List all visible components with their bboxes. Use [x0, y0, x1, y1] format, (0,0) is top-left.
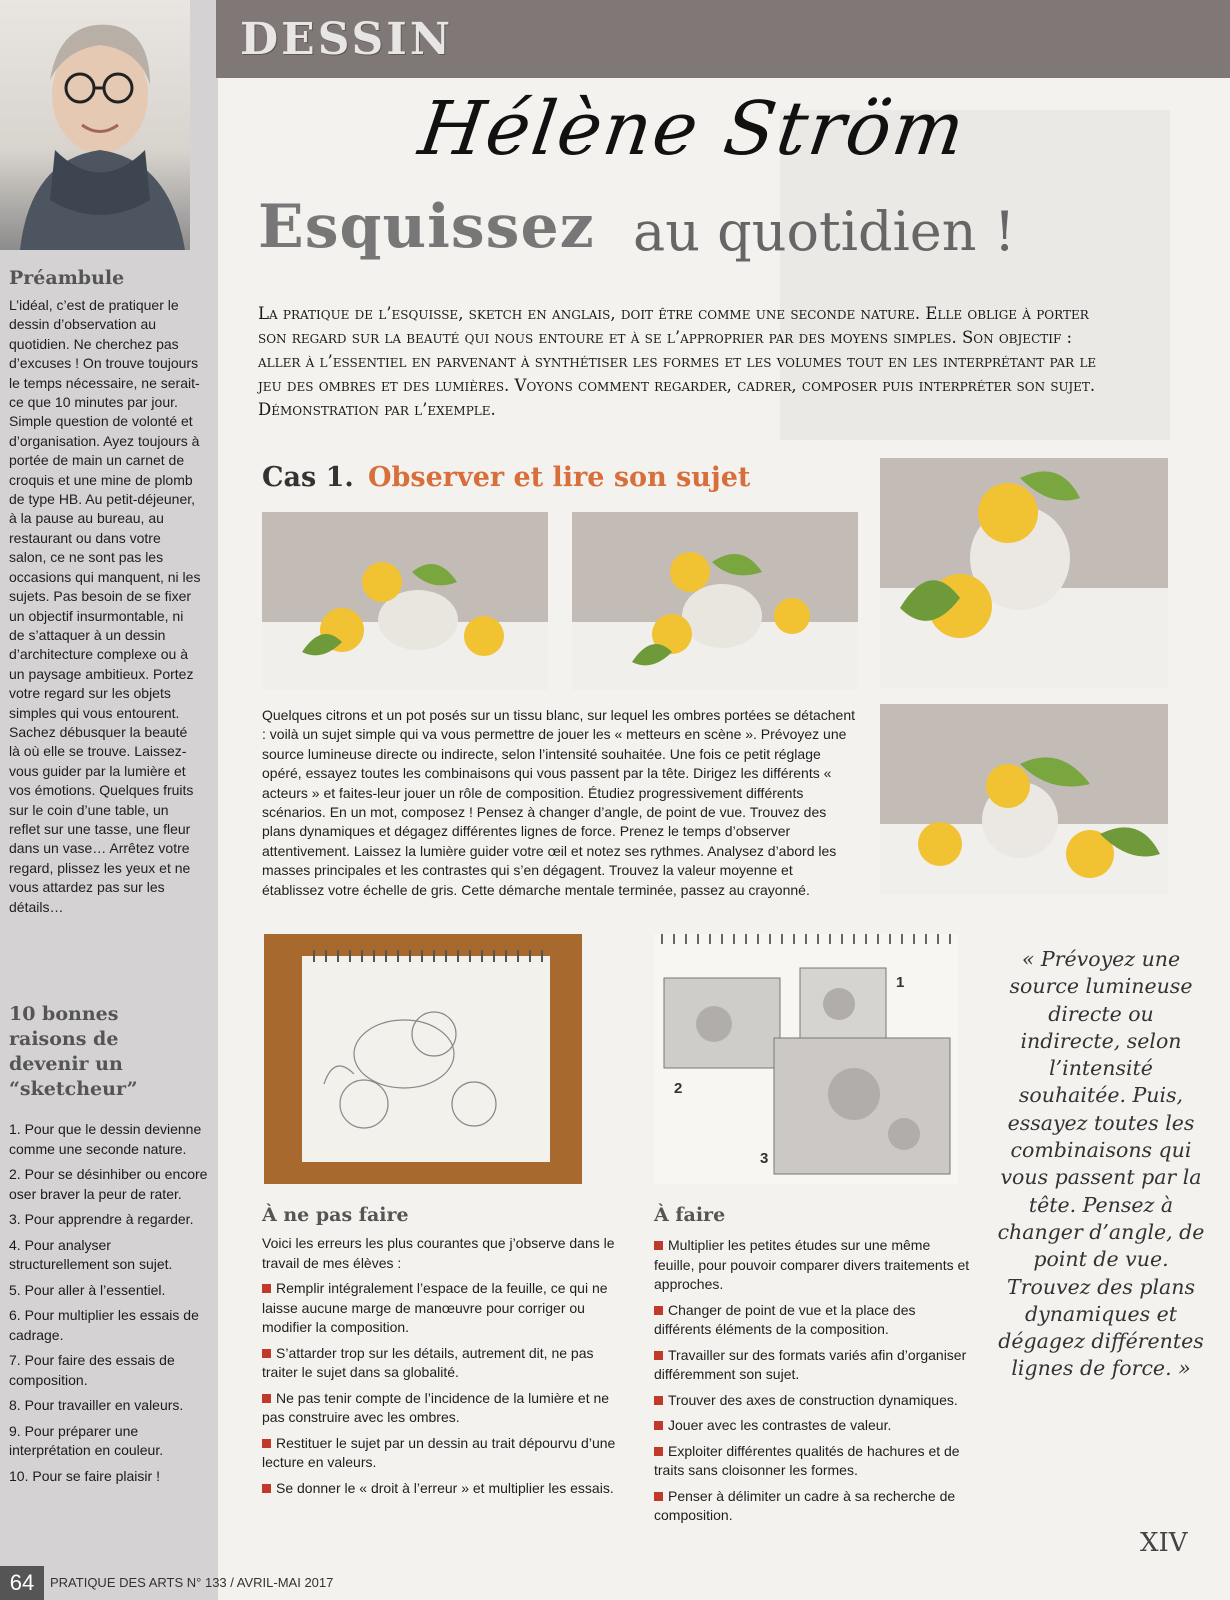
reasons-title: 10 bonnes raisons de devenir un “sketcheur” — [9, 1003, 138, 1100]
reason-item: 10. Pour se faire plaisir ! — [9, 1467, 160, 1484]
dont-item: Remplir intégralement l’espace de la feuille, ce qui ne laisse aucune marge de manœuvre pour corriger ou modifier la composition. — [262, 1280, 608, 1335]
reason-item: 4. Pour analyser structurellement son sujet. — [9, 1236, 173, 1272]
do-item: Exploiter différentes qualités de hachures et de traits sans cloisonner les formes. — [654, 1442, 960, 1478]
bullet-square-icon — [262, 1439, 271, 1448]
case-number: Cas 1. — [262, 462, 354, 493]
bullet-square-icon — [654, 1492, 663, 1501]
reason-item: 7. Pour faire des essais de composition. — [9, 1352, 175, 1388]
photo-still-life-1 — [262, 512, 548, 690]
dont-lead: Voici les erreurs les plus courantes que j’observe dans le travail de mes élèves : — [262, 1235, 615, 1271]
photo-sketchbook — [264, 934, 582, 1184]
reason-item: 8. Pour travailler en valeurs. — [9, 1397, 184, 1413]
author-portrait — [0, 0, 190, 250]
do-item: Multiplier les petites études sur une même feuille, pour pouvoir comparer divers traitements et approches. — [654, 1237, 970, 1292]
dont-item: Ne pas tenir compte de l’incidence de la lumière et ne pas construire avec les ombres. — [262, 1389, 610, 1425]
page-number: 64 — [0, 1566, 44, 1600]
case-title: Observer et lire son sujet — [368, 462, 751, 493]
reason-item: 5. Pour aller à l’essentiel. — [9, 1281, 166, 1298]
preambule-text: L’idéal, c’est de pratiquer le dessin d’observation au quotidien. Ne cherchez pas d’excuses ! On trouve toujours le temps nécessaire, ne serait-ce que 10 minutes par jour. Simple question de volonté et d’organisation. Ayez toujours à portée de main un carnet de croquis et une mine de plomb de type HB. Au petit-déjeuner, à la pause au bureau, au restaurant ou dans votre salon, ce ne sont pas les occasions qui manquent, ni les sujets. Pas besoin de se fixer un objectif insurmontable, ni de s’attaquer à un dessin d’architecture complexe ou à un paysage ambitieux. Portez votre regard sur les objets simples qui vous entourent. Sachez débusquer la beauté là où elle se trouve. Laissez-vous guider par la lumière et vos émotions. Quelques fruits sur le coin d’une table, un reflet sur une tasse, une fleur dans un vase… Arrêtez votre regard, plissez les yeux et ne vous attardez pas sur les détails… — [9, 297, 201, 915]
bullet-square-icon — [654, 1306, 663, 1315]
roman-page-number: XIV — [1140, 1528, 1188, 1558]
preambule-title: Préambule — [9, 267, 125, 289]
dont-item: Se donner le « droit à l’erreur » et multiplier les essais. — [262, 1479, 617, 1499]
bullet-square-icon — [654, 1421, 663, 1430]
photo-still-life-4 — [880, 704, 1168, 894]
title-light: au quotidien ! — [633, 200, 1016, 263]
dont-item: Restituer le sujet par un dessin au trait dépourvu d’une lecture en valeurs. — [262, 1434, 616, 1470]
section-title: DESSIN — [240, 14, 454, 65]
do-item: Penser à délimiter un cadre à sa recherche de composition. — [654, 1487, 956, 1523]
photo-sketch-studies — [654, 934, 958, 1184]
photo-still-life-2 — [572, 512, 858, 690]
reasons-list — [9, 1120, 209, 1492]
photo-still-life-3 — [880, 458, 1168, 688]
do-item: Trouver des axes de construction dynamiques. — [654, 1391, 970, 1411]
bullet-square-icon — [654, 1351, 663, 1360]
dont-list — [262, 1234, 617, 1504]
reason-item: 3. Pour apprendre à regarder. — [9, 1211, 194, 1227]
bullet-square-icon — [262, 1349, 271, 1358]
dont-item: S’attarder trop sur les détails, autrement dit, ne pas traiter le sujet dans sa globalité. — [262, 1344, 594, 1380]
sketch-label-1: 1 — [896, 974, 905, 991]
do-list — [654, 1236, 970, 1532]
sketch-label-3: 3 — [760, 1150, 769, 1167]
pull-quote: « Prévoyez une source lumineuse directe ou indirecte, selon l’intensité souhaitée. Puis, essayez toutes les combinaisons qui vous passent par la tête. Pensez à changer d’angle, de point de vue. Trouvez des plans dynamiques et dégagez différentes lignes de force. » — [997, 947, 1205, 1381]
author-signature: Hélène Ström — [413, 86, 972, 172]
body-text: Quelques citrons et un pot posés sur un tissu blanc, sur lequel les ombres portées se détachent : voilà un sujet simple qui va vous permettre de jouer les « metteurs en scène ». Prévoyez une source lumineuse directe ou indirecte, selon l’intensité souhaitée. Une fois ce petit réglage opéré, essayez toutes les combinaisons qui vous passent par la tête. Dirigez les différents « acteurs » et faites-leur jouer un rôle de composition. Étudiez progressivement différents scénarios. En un mot, composez ! Pensez à changer d’angle, de point de vue. Trouvez des plans dynamiques et dégagez différentes lignes de force. Prenez le temps d’observer attentivement. Laissez la lumière guider votre œil et notez ses rythmes. Analysez d’abord les masses principales et les contrastes qui s’en dégagent. Trouvez la valeur moyenne et établissez votre échelle de gris. Cette démarche mentale terminée, passez au crayonné. — [262, 707, 856, 898]
do-item: Jouer avec les contrastes de valeur. — [654, 1416, 970, 1436]
bullet-square-icon — [654, 1447, 663, 1456]
dont-title: À ne pas faire — [262, 1204, 409, 1226]
do-item: Travailler sur des formats variés afin d’organiser différemment son sujet. — [654, 1346, 967, 1382]
reason-item: 6. Pour multiplier les essais de cadrage. — [9, 1307, 199, 1343]
bullet-square-icon — [262, 1284, 271, 1293]
reason-item: 1. Pour que le dessin devienne comme une seconde nature. — [9, 1121, 202, 1157]
bullet-square-icon — [262, 1394, 271, 1403]
reason-item: 9. Pour préparer une interprétation en couleur. — [9, 1422, 164, 1458]
bullet-square-icon — [654, 1241, 663, 1250]
do-title: À faire — [654, 1204, 726, 1226]
reason-item: 2. Pour se désinhiber ou encore oser braver la peur de rater. — [9, 1166, 208, 1202]
do-item: Changer de point de vue et la place des différents éléments de la composition. — [654, 1301, 916, 1337]
sketch-label-2: 2 — [674, 1080, 683, 1097]
title-bold: Esquissez — [258, 192, 595, 262]
bullet-square-icon — [654, 1396, 663, 1405]
magazine-credit: PRATIQUE DES ARTS N° 133 / AVRIL-MAI 2017 — [50, 1575, 334, 1590]
bullet-square-icon — [262, 1484, 271, 1493]
intro-text: La pratique de l’esquisse, sketch en anglais, doit être comme une seconde nature. Elle oblige à porter son regard sur la beauté qui nous entoure et à se l’approprier par des moyens simples. Son objectif : aller à l’essentiel en parvenant à synthétiser les formes et les volumes tout en les interprétant par le jeu des ombres et des lumières. Voyons comment regarder, cadrer, composer puis interpréter son sujet. Démonstration par l’exemple. — [258, 304, 1097, 419]
